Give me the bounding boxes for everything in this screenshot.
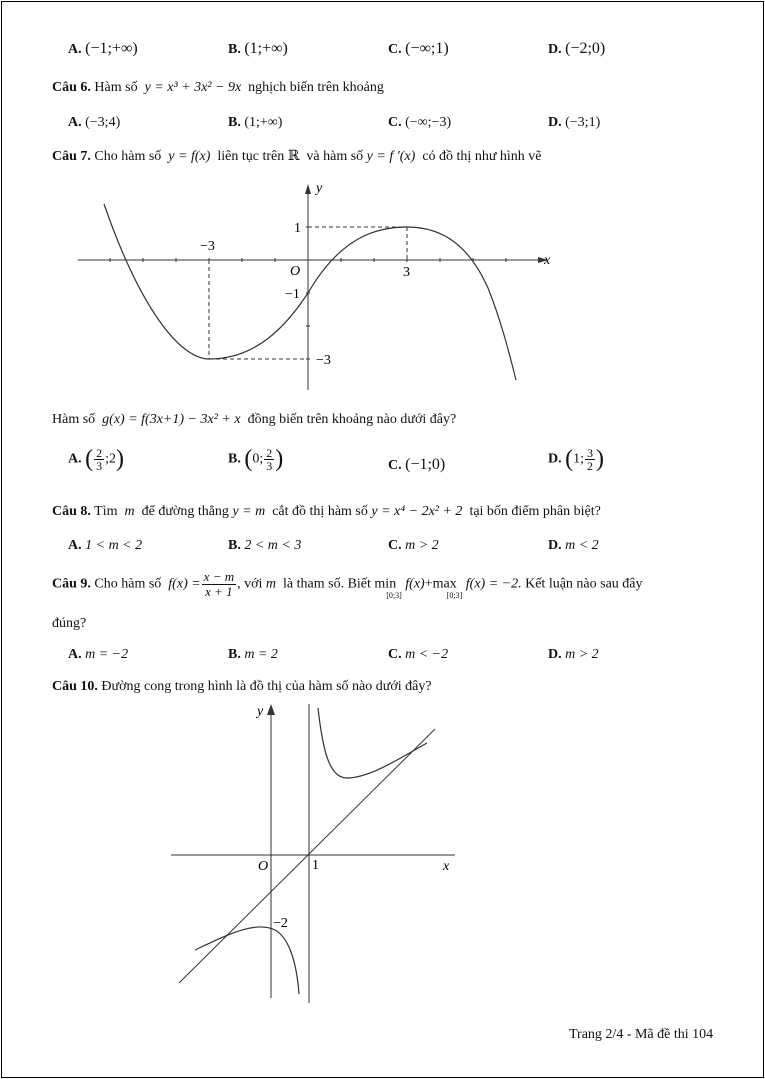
q10-question: Câu 10. Đường cong trong hình là đồ thị của hàm số nào dưới đây?: [52, 679, 432, 694]
q7-option-a[interactable]: A. ( $\frac{2}{3}$ ;2): [68, 446, 125, 473]
q6-option-c[interactable]: C. (−∞;−3): [388, 115, 452, 130]
q7-option-d[interactable]: D. (1; $\frac{3}{2}$ ): [548, 446, 605, 473]
q9-option-a[interactable]: A. m = −2: [68, 647, 129, 662]
q10-graph: [165, 698, 465, 1008]
q7-option-c[interactable]: C. (−1;0): [388, 456, 446, 473]
q7-question: Câu 7. Cho hàm số y = f(x) liên tục trên ℝ và hàm số y = f ′(x) có đồ thị như hình vẽ: [52, 149, 542, 164]
q6-question: Câu 6. Hàm số y = x³ + 3x² − 9x nghịch biến trên khoảng: [52, 80, 384, 95]
q7-x-three-label: 3: [403, 265, 410, 280]
q8-option-a[interactable]: A. 1 < m < 2: [68, 538, 143, 553]
q8-option-c[interactable]: C. m > 2: [388, 538, 439, 553]
q5-option-a[interactable]: A. (−1;+∞): [68, 40, 138, 57]
q7-x-neg3-label: −3: [200, 239, 215, 254]
q7-y-label: y: [316, 181, 323, 196]
q9-option-c[interactable]: C. m < −2: [388, 647, 449, 662]
q7-y-neg3-label: −3: [316, 353, 331, 368]
q10-x-label: x: [443, 859, 450, 874]
q7-x-label: x: [544, 253, 551, 268]
q7-derivative-curve: [104, 204, 516, 380]
q7-y-arrow: [305, 184, 311, 194]
q7-stem: Hàm số g(x) = f(3x+1) − 3x² + x đồng biến trên khoảng nào dưới đây?: [52, 412, 457, 427]
q10-x-one-label: 1: [312, 858, 319, 873]
q9-option-d[interactable]: D. m > 2: [548, 647, 599, 662]
q10-y-label: y: [257, 704, 264, 719]
q7-y-neg1-label: −1: [285, 287, 300, 302]
q8-option-d[interactable]: D. m < 2: [548, 538, 599, 553]
q5-option-c[interactable]: C. (−∞;1): [388, 40, 449, 57]
q8-option-b[interactable]: B. 2 < m < 3: [228, 538, 302, 553]
q10-y-neg2-label: −2: [273, 916, 288, 931]
q10-origin-label: O: [258, 859, 269, 874]
q5-option-d[interactable]: D. (−2;0): [548, 40, 606, 57]
q10-right-branch: [318, 708, 427, 778]
q10-oblique-asymptote: [179, 729, 435, 983]
q7-derivative-graph: [70, 178, 570, 393]
q9-question: Câu 9. Cho hàm số f(x) = $\frac{x - m}{x + 1}$ , với m là tham số. Biết $\min_{[0;3]} f(x)+\max_{[0;3]}$ f(x) = −2. Kết luận nào sau đây: [52, 569, 643, 600]
q6-option-b[interactable]: B. (1;+∞): [228, 115, 283, 130]
q9-option-b[interactable]: B. m = 2: [228, 647, 278, 662]
q7-option-b[interactable]: B. (0; $\frac{2}{3}$ ): [228, 446, 284, 473]
q8-question: Câu 8. Tìm m để đường thẳng y = m cắt đồ thị hàm số y = x⁴ − 2x² + 2 tại bốn điểm phân biệt?: [52, 504, 601, 519]
q10-y-arrow: [267, 704, 275, 715]
q6-option-d[interactable]: D. (−3;1): [548, 115, 601, 130]
q6-option-a[interactable]: A. (−3;4): [68, 115, 121, 130]
q7-origin-label: O: [290, 264, 301, 279]
q7-y-one-label: 1: [294, 221, 301, 236]
page-footer: Trang 2/4 - Mã đề thi 104: [569, 1027, 714, 1042]
q10-left-branch: [195, 927, 299, 994]
q5-option-b[interactable]: B. (1;+∞): [228, 40, 288, 57]
q9-question-end: đúng?: [52, 616, 87, 631]
